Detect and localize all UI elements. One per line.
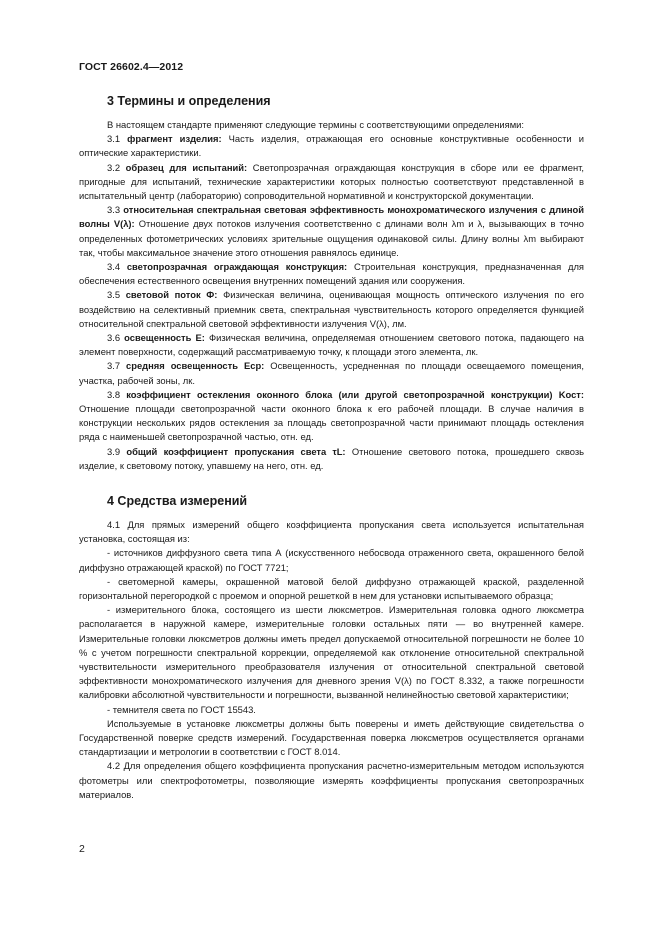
term-3-1-name: фрагмент изделия: [127,133,222,145]
term-3-7: 3.7 средняя освещенность Eср: Освещенность, усредненная по площади освещаемого помещения, участка, рабочей зоны, лк. [79,360,584,386]
section-4-body [79,518,584,802]
term-3-6-name: освещенность E: [124,332,205,344]
term-3-2: 3.2 образец для испытаний: Светопрозрачная ограждающая конструкция в сборе или ее фрагмент, пригодные для испытаний, технические характеристики которых полностью соответствуют представленной в испытательный центр (лабораторию) сопроводительной нормативной и конструкторской документации. [79,161,584,202]
term-3-5: 3.5 световой поток Ф: Физическая величина, оценивающая мощность оптического излучения по его воздействию на селективный приемник света, спектральная чувствительность которого определяется функцией относительной спектральной световой эффективности излучения V(λ), лм. [79,289,584,329]
list-item-light-chamber: - светомерной камеры, окрашенной матовой белой диффузно отражающей краской, разделенной горизонтальной перегородкой с проемом и опорной решеткой в нем для установки испытываемого образца; [79,575,584,602]
luxmeter-verification-paragraph: Используемые в установке люксметры должны быть поверены и иметь действующие свидетельства о Государственной поверке средств измерений. Государственная поверка люксметров осуществляется органами стандартизации и метрологии в соответствии с ГОСТ 8.014. [79,717,584,758]
term-3-4-name: светопрозрачная ограждающая конструкция: [126,261,348,273]
term-3-8: 3.8 коэффициент остекления оконного блока (или другой светопрозрачной конструкции) Kост: Отношение площади светопрозрачной части оконного блока к его рабочей площади. В случае наличия в конструкции нескольких рядов остекления за площадь светопрозрачной части принимают площадь остекления ряда с наименьшей светопрозрачной частью, отн. ед. [79,388,584,443]
list-item-measuring-unit: - измерительного блока, состоящего из шести люксметров. Измерительная головка одного люксметра располагается в наружной камере, измерительные головки остальных пяти — во внутренней камере. Измерительные головки люксметров должны иметь предел допускаемой относительной погрешности не более 10 % с учетом погрешности спектральной коррекции, определяемой как отклонение относительной спектральной чувствительности измерительного преобразователя излучения от относительной спектральной световой эффективности монохроматического излучения для дневного зрения V(λ) по ГОСТ 8.332, а также погрешности калибровки абсолютной чувствительности и погрешности, вызванной нелинейностью световой характеристики; [79,604,584,701]
term-3-5-name: световой поток Ф: [125,289,218,301]
page-number: 2 [79,843,85,855]
list-item-light-sources: - источников диффузного света типа А (искусственного небосвода отраженного света, окрашенного белой диффузно отражающей краской) по ГОСТ 7721; [79,547,584,573]
clause-4-1: 4.1 Для прямых измерений общего коэффициента пропускания света используется испытательная установка, состоящая из: [79,519,584,545]
term-3-3: 3.3 относительная спектральная световая эффективность монохроматического излучения с длиной волны V(λ): Отношение двух потоков излучения соответственно с длинами волн λm и λ, вызывающих в точно определенных фотометрических условиях зрительные ощущения одинаковой силы. Длину волны λm выбирают так, чтобы максимальное значение этого отношения равнялось единице. [79,204,584,258]
term-3-3-name: относительная спектральная световая эффективность монохроматического излучения с длиной волны V(λ): [79,204,584,230]
term-3-1: 3.1 фрагмент изделия: Часть изделия, отражающая его основные конструктивные особенности и оптические характеристики. [79,133,585,159]
clause-4-2: 4.2 Для определения общего коэффициента пропускания расчетно-измерительным методом используются фотометры или спектрофотометры, позволяющие измерять коэффициенты пропускания светопрозрачных материалов. [79,760,584,800]
term-3-2-name: образец для испытаний: [125,161,248,173]
term-3-4: 3.4 светопрозрачная ограждающая конструкция: Строительная конструкция, предназначенная для обеспечения естественного освещения внутренних помещений здания или сооружения. [79,261,585,287]
term-3-9: 3.9 общий коэффициент пропускания света τL: Отношение светового потока, прошедшего сквозь изделие, к световому потоку, упавшему на него, отн. ед. [79,445,585,471]
term-3-9-name: общий коэффициент пропускания света τL: [126,445,346,457]
term-3-8-name: коэффициент остекления оконного блока (или другой светопрозрачной конструкции) Kост: [126,388,584,400]
standard-header: ГОСТ 26602.4—2012 [79,61,184,73]
section-4-title: 4 Средства измерений [107,494,248,508]
section-3-body [79,118,584,473]
section-3-title: 3 Термины и определения [107,94,271,108]
section-3-intro: В настоящем стандарте применяют следующие термины с соответствующими определениями: [107,119,524,130]
list-item-dimmer: - темнителя света по ГОСТ 15543. [107,703,256,715]
term-3-7-name: средняя освещенность Eср: [126,360,265,372]
term-3-6: 3.6 освещенность E: Физическая величина, определяемая отношением светового потока, падающего на элемент поверхности, содержащий рассматриваемую точку, к площади этого элемента, лк. [79,332,584,358]
